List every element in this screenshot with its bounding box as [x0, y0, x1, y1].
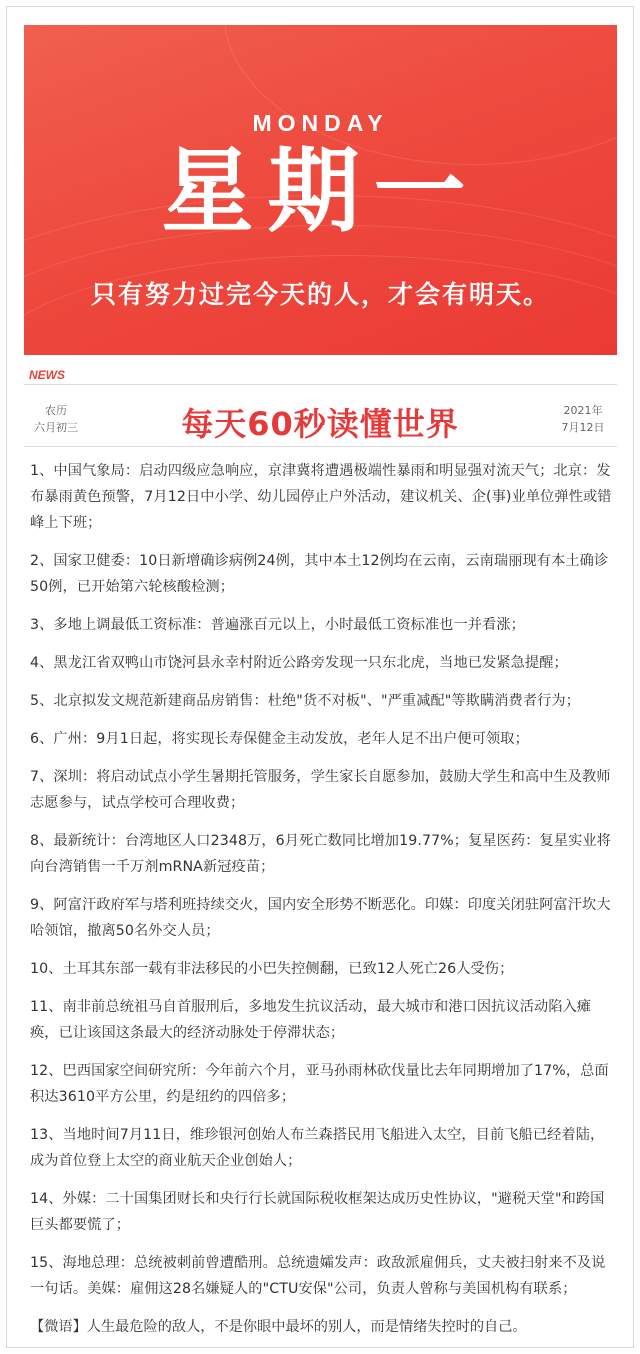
news-item: 4、黑龙江省双鸭山市饶河县永幸村附近公路旁发现一只东北虎，当地已发紧急提醒； [30, 655, 568, 671]
news-item: 9、阿富汗政府军与塔利班持续交火，国内安全形势不断恶化。印媒：印度关闭驻阿富汗坎大哈领馆，撤离50名外交人员； [30, 897, 611, 939]
day-banner [24, 25, 617, 355]
gregorian-date [548, 402, 618, 436]
news-item: 2、国家卫健委：10日新增确诊病例24例，其中本土12例均在云南，云南瑞丽现有本土确诊50例，已开始第六轮核酸检测； [30, 553, 609, 595]
news-item: 10、土耳其东部一载有非法移民的小巴失控侧翻，已致12人死亡26人受伤； [30, 961, 514, 977]
header-divider-top [24, 384, 617, 385]
news-item: 13、当地时间7月11日，维珍银河创始人布兰森搭民用飞船进入太空，目前飞船已经着陆，成为首位登上太空的商业航天企业创始人； [30, 1127, 605, 1169]
header-divider-bottom [24, 446, 617, 447]
banner-motto: 只有努力过完今天的人，才会有明天。 [90, 280, 550, 309]
lunar-label: 农历 [45, 404, 67, 417]
page-title: 每天60秒读懂世界 [181, 405, 459, 443]
weekday-english: MONDAY [252, 110, 389, 136]
daily-quote: 【微语】人生最危险的敌人，不是你眼中最坏的别人，而是情绪失控时的自己。 [30, 1319, 527, 1335]
news-item: 3、多地上调最低工资标准：普遍涨百元以上，小时最低工资标准也一并看涨； [30, 617, 525, 633]
date-year: 2021年 [563, 404, 603, 417]
news-item: 11、南非前总统祖马自首服刑后，多地发生抗议活动，最大城市和港口因抗议活动陷入瘫痪，已让该国这条最大的经济动脉处于停滞状态； [30, 999, 592, 1041]
news-item: 12、巴西国家空间研究所：今年前六个月，亚马孙雨林砍伐量比去年同期增加了17%，总面积达3610平方公里，约是纽约的四倍多； [30, 1063, 609, 1105]
news-item: 6、广州：9月1日起，将实现长寿保健金主动发放，老年人足不出户便可领取； [30, 731, 529, 747]
lunar-day: 六月初三 [34, 421, 78, 434]
news-item: 14、外媒：二十国集团财长和央行行长就国际税收框架达成历史性协议，"避税天堂"和跨国巨头都要慌了； [30, 1191, 605, 1233]
news-item: 8、最新统计：台湾地区人口2348万，6月死亡数同比增加19.77%；复星医药：复星实业将向台湾销售一千万剂mRNA新冠疫苗； [30, 833, 611, 875]
news-item: 5、北京拟发文规范新建商品房销售：杜绝"货不对板"、"严重减配"等欺瞒消费者行为； [30, 693, 580, 709]
news-list [30, 458, 614, 1340]
date-month-day: 7月12日 [561, 421, 605, 434]
news-item: 7、深圳：将启动试点小学生暑期托管服务，学生家长自愿参加，鼓励大学生和高中生及教师志愿参与，试点学校可合理收费； [30, 769, 611, 811]
weekday-chinese: 星期一 [161, 138, 480, 245]
news-item: 15、海地总理：总统被刺前曾遭酷刑。总统遗孀发声：政敌派雇佣兵，丈夫被扫射来不及说一句话。美媒：雇佣这28名嫌疑人的"CTU安保"公司，负责人曾称与美国机构有联系； [30, 1255, 606, 1297]
news-section-label: NEWS [29, 368, 65, 382]
news-item: 1、中国气象局：启动四级应急响应，京津冀将遭遇极端性暴雨和明显强对流天气；北京：发布暴雨黄色预警，7月12日中小学、幼儿园停止户外活动，建议机关、企(事)业单位弹性或错峰上下班； [30, 463, 612, 531]
